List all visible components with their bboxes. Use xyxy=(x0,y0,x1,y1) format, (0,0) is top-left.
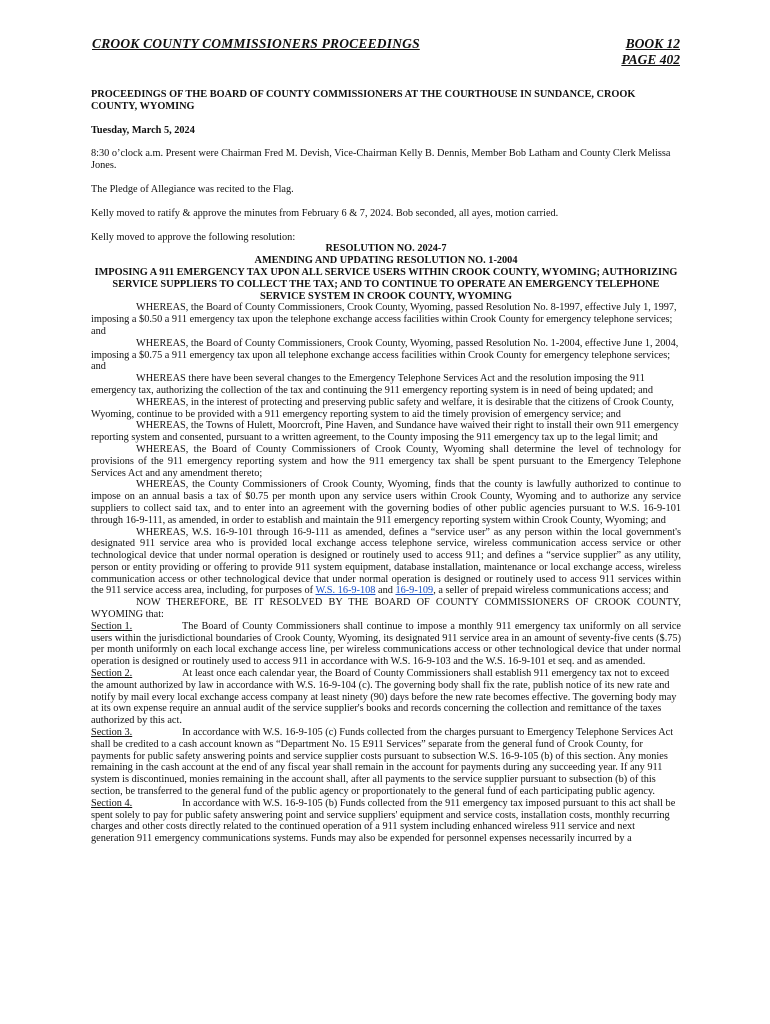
section-4-text: In accordance with W.S. 16-9-105 (b) Funds collected from the 911 emergency tax imposed pursuant to this act shall be spent solely to pay for public safety answering point and service suppliers' equipment and service costs, installation costs, monthly recurring charges and other costs directly related to the continued operation of a 911 system including enhanced wireless 911 service and next generation 911 emergency communications systems. Funds may also be expended for personnel expenses necessarily incurred by a xyxy=(91,797,676,845)
running-header-title: CROOK COUNTY COMMISSIONERS PROCEEDINGS xyxy=(92,36,420,51)
resolution-intro: Kelly moved to approve the following resolution: xyxy=(91,231,296,243)
statute-link-16-9-108[interactable]: W.S. 16-9-108 xyxy=(315,585,376,597)
statute-link-16-9-109[interactable]: 16-9-109 xyxy=(395,585,434,597)
whereas-paragraph-6: WHEREAS, the Board of County Commissioners of Crook County, Wyoming shall determine the level of technology for provisions of the 911 emergency reporting system and how the 911 emergency tax shall be spent pursuant to the Emergency Telephone Services Act and any amendment thereto; xyxy=(91,443,681,479)
proceedings-heading: PROCEEDINGS OF THE BOARD OF COUNTY COMMISSIONERS AT THE COURTHOUSE IN SUNDANCE, CROOK COUNTY, WYOMING xyxy=(91,89,636,112)
section-1-label: Section 1. xyxy=(91,620,133,632)
running-header-book-page xyxy=(621,36,680,68)
section-1-text: The Board of County Commissioners shall continue to impose a monthly 911 emergency tax uniformly on all service users within the jurisdictional boundaries of Crook County, Wyoming, its designated 911 service area in an amount of seventy-five cents ($.75) per month uniformly on each local exchange access line, per wireless communications access or other technological device that under normal operation is designed or routinely used to access 911 in accordance with W.S. 16-9-103 and the W.S. 16-9-101 et seq. and as amended. xyxy=(91,620,681,668)
whereas-paragraph-3: WHEREAS there have been several changes to the Emergency Telephone Services Act and the resolution imposing the 911 emergency tax, authorizing the collection of the tax and continuing the 911 emergency reporting system is in need of being updated; and xyxy=(91,373,653,396)
resolution-amending-line: AMENDING AND UPDATING RESOLUTION NO. 1-2004 xyxy=(254,255,518,267)
whereas-8-text-b: and xyxy=(375,585,396,597)
whereas-paragraph-1: WHEREAS, the Board of County Commissioners, Crook County, Wyoming, passed Resolution No. 8-1997, effective July 1, 1997, imposing a $0.50 a 911 emergency tax upon the telephone exchange access facilities within Crook County for emergency telephone services; and xyxy=(91,302,677,337)
section-3 xyxy=(91,727,681,798)
section-3-label: Section 3. xyxy=(91,727,133,739)
whereas-8-text-a: WHEREAS, W.S. 16-9-101 through 16-9-111 as amended, defines a “service user” as any person within the local government's designated 911 service area who is provided local exchange access telephone service, wireless communication access service or other technological device that under normal operation is designed or routinely used to access 911; and defines a “service supplier” as any utility, person or entity providing or offering to provide 911 system equipment, database installation, maintenance or local exchange access, wireless communication access or other technological device that under normal operation is designed or routinely used to access 911 services within the 911 service access area, including, for purposes of xyxy=(91,526,681,597)
section-2-label: Section 2. xyxy=(91,668,133,680)
pledge-paragraph: The Pledge of Allegiance was recited to the Flag. xyxy=(91,183,294,195)
whereas-8-text-c: , a seller of prepaid wireless communications access; and xyxy=(433,585,669,597)
minutes-paragraph: Kelly moved to ratify & approve the minutes from February 6 & 7, 2024. Bob seconded, all ayes, motion carried. xyxy=(91,207,559,219)
resolution-number: RESOLUTION NO. 2024-7 xyxy=(325,243,447,255)
section-4-label: Section 4. xyxy=(91,797,133,809)
section-2 xyxy=(91,668,681,727)
whereas-paragraph-8 xyxy=(91,527,681,598)
whereas-paragraph-2: WHEREAS, the Board of County Commissioners, Crook County, Wyoming, passed Resolution No. 1-2004, effective June 1, 2004, imposing a $0.75 a 911 emergency tax upon all telephone exchange access facilities within Crook County for emergency telephone services; and xyxy=(91,337,679,373)
section-2-text: At least once each calendar year, the Board of County Commissioners shall establish 911 emergency tax not to exceed the amount authorized by law in accordance with W.S. 16-9-104 (c). The governing body shall fix the rate, publish notice of its new rate and notify by mail every local exchange access company at least ninety (90) days before the new rate becomes effective. The governing body may at its own expense require an annual audit of the service supplier's books and records concerning the collection and remittance of the taxes authorized by this act. xyxy=(91,668,677,727)
section-1 xyxy=(91,621,681,668)
whereas-paragraph-4: WHEREAS, in the interest of protecting and preserving public safety and welfare, it is desirable that the citizens of Crook County, Wyoming, continue to be provided with a 911 emergency reporting system to aid the timely provision of emergency service; and xyxy=(91,396,674,420)
whereas-paragraph-5: WHEREAS, the Towns of Hulett, Moorcroft, Pine Haven, and Sundance have waived their right to install their own 911 emergency reporting system and consented, pursuant to a written agreement, to the County imposing the 911 emergency tax up to the legal limit; and xyxy=(91,420,679,444)
resolution-subject: IMPOSING A 911 EMERGENCY TAX UPON ALL SERVICE USERS WITHIN CROOK COUNTY, WYOMING; AUTHORIZING SERVICE SUPPLIERS TO COLLECT THE TAX; AND TO CONTINUE TO OPERATE AN EMERGENCY TELEPHONE SERVICE SYSTEM IN CROOK COUNTY, WYOMING xyxy=(94,266,678,302)
meeting-date: Tuesday, March 5, 2024 xyxy=(91,124,195,136)
document-body xyxy=(91,89,681,845)
section-3-text: In accordance with W.S. 16-9-105 (c) Funds collected from the charges pursuant to Emergency Telephone Services Act shall be credited to a cash account known as “Department No. 15 E911 Services” separate from the general fund of Crook County, for payments for public safety answering points and service supplier costs pursuant to subsection W.S. 16-9-105 (b) of this section. Any monies remaining in the cash account at the end of any fiscal year shall remain in the account for payments during any succeeding year. If any 911 system is discontinued, monies remaining in the account shall, after all payments to the service supplier pursuant to subsection (b) of this section, be transferred to the general fund of the public agency or proportionately to the general fund of each participating public agency. xyxy=(91,727,674,798)
page-number: PAGE 402 xyxy=(621,52,680,67)
whereas-paragraph-7: WHEREAS, the County Commissioners of Crook County, Wyoming, finds that the county is lawfully authorized to continue to impose on an annual basis a tax of $0.75 per month upon any service users within Crook County, Wyoming and to authorize any service suppliers to collect said tax, and to enter into an agreement with the governing bodies of other public agencies pursuant to W.S. 16-9-101 through 16-9-111, as amended, in order to establish and maintain the 911 emergency reporting system within Crook County, Wyoming; and xyxy=(91,479,681,526)
section-4 xyxy=(91,798,681,845)
resolved-clause: NOW THEREFORE, BE IT RESOLVED BY THE BOARD OF COUNTY COMMISSIONERS OF CROOK COUNTY, WYOMING that: xyxy=(91,597,681,621)
book-number: BOOK 12 xyxy=(625,36,680,51)
attendance-paragraph: 8:30 o’clock a.m. Present were Chairman Fred M. Devish, Vice-Chairman Kelly B. Dennis, Member Bob Latham and County Clerk Melissa Jones. xyxy=(91,148,671,172)
